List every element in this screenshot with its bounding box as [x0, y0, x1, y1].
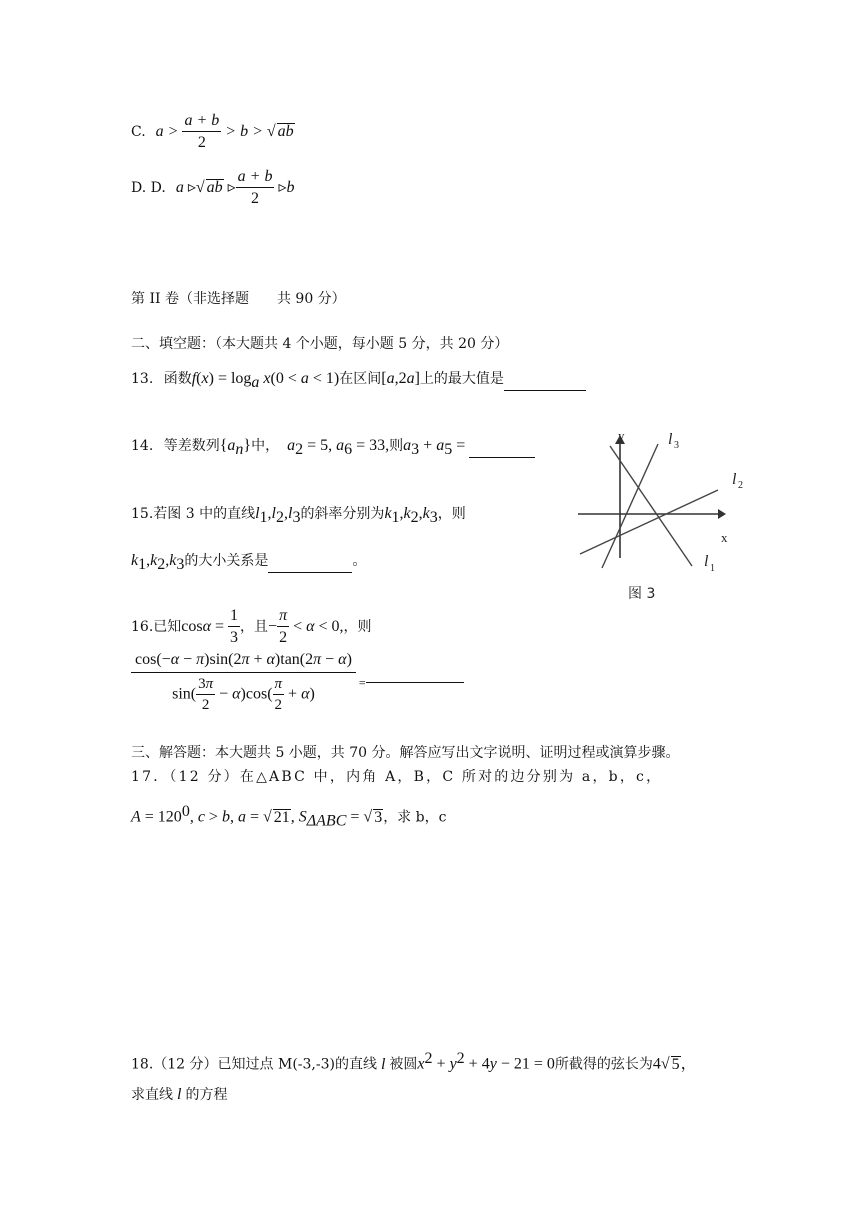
- q15-answer-blank: [268, 572, 352, 573]
- q14-number: 14.: [131, 438, 154, 454]
- q13-pre: 函数: [163, 371, 192, 387]
- question-18: 18.（12 分）已知过点 M(-3,-3)的直线 l 被圆$x^2 + y^2 + 4y - 21 = 0$所截得的弦长为4√ 5，: [131, 1050, 697, 1073]
- option-d-label: D. D.: [131, 180, 166, 196]
- option-d: [131, 169, 294, 207]
- option-c: [131, 113, 295, 151]
- q13-number: 13.: [131, 371, 154, 387]
- section-2-title: 第 II 卷（非选择题 共 90 分）: [131, 291, 346, 307]
- fill-in-heading: 二、填空题：（本大题共 4 个小题，每小题 5 分，共 20 分）: [131, 336, 509, 352]
- label-l2-sub: 2: [738, 480, 743, 491]
- label-y: y: [618, 428, 625, 443]
- q16-expression: cos(−α − π)sin(2π + α)tan(2π − α) sin( $\frac{3\pi}{2}$ − α)cos( $\frac{\pi}{2}$ + α) =: [131, 652, 464, 713]
- q15-mid: 的斜率分别为: [300, 506, 385, 522]
- question-15-line-2: $k_1,k_2,k_3$的大小关系是 。: [131, 552, 367, 573]
- q15-number: 15.: [131, 506, 154, 522]
- section-3-heading: 三、解答题：本大题共 5 小题，共 70 分。解答应写出文字说明、证明过程或演算步骤。: [131, 745, 680, 761]
- label-x: x: [721, 530, 728, 545]
- label-l1: l: [704, 553, 709, 570]
- line-l2: [580, 490, 718, 554]
- question-15: 15.若图 3 中的直线$l_1,l_2,l_3$的斜率分别为$k_1,k_2,k_3$，则: [131, 505, 466, 526]
- q14-mid: 中，: [251, 438, 280, 454]
- question-17-line-1: 17．（12 分）在△ABC 中，内角 A，B，C 所对的边分别为 a，b，c，: [131, 769, 663, 785]
- question-16: 16.已知cosα = $\frac{1}{3}$ ，且− $\frac{\pi}{2}$ < α < 0,，则: [131, 607, 372, 646]
- q15-post: ，则: [437, 506, 466, 522]
- q17-post: ，求 b，c: [383, 809, 447, 826]
- question-18-line-2: 求直线 l 的方程: [131, 1086, 228, 1103]
- q16-pre: 已知: [153, 619, 182, 635]
- figure-3: [568, 418, 748, 608]
- q16-post: ，则: [343, 619, 372, 635]
- q13-mid: 在区间: [339, 371, 382, 387]
- q18-line2-pre: 求直线: [131, 1087, 173, 1103]
- label-l3-sub: 3: [674, 440, 679, 451]
- q15-end: 。: [352, 553, 367, 569]
- question-13: 13. 函数$f(x) = \log_a x(0 < a < 1)$在区间[a,2a]上的最大值是: [131, 371, 586, 391]
- q16-mid: ，且: [240, 619, 269, 635]
- q15-pre: 若图 3 中的直线: [153, 506, 256, 522]
- q13-function: f: [191, 370, 197, 387]
- x-axis-arrow: [718, 509, 726, 519]
- q13-post: 上的最大值是: [419, 371, 504, 387]
- line-l3: [602, 444, 658, 568]
- label-l2: l: [732, 471, 737, 488]
- figure-3-graph: [568, 418, 748, 608]
- option-c-label: C.: [131, 124, 146, 140]
- q14-pre: 等差数列: [163, 438, 220, 454]
- q18-pre: 18.（12 分）已知过点 M(-3,-3)的直线: [131, 1056, 377, 1073]
- line-l1: [610, 446, 692, 566]
- q16-answer-blank: [366, 682, 464, 683]
- q16-number: 16.: [131, 619, 154, 635]
- figure-caption: 图 3: [628, 586, 656, 602]
- question-17-line-2: $A = 120^0$, c > b, a = √ 21, $S_{\Delta ABC}$ = √ 3，求 b，c: [131, 803, 447, 830]
- option-d-formula: a ▹√ ab ▹ $\frac{a + b}{2}$ ▹b: [175, 168, 295, 207]
- option-c-formula: a > $\frac{a + b}{2}$ > b > √ ab: [155, 112, 294, 151]
- question-14: 14. 等差数列$\{a_n\}$中， $a_2 = 5$, $a_6 = 33$,则$a_3 + a_5$ =: [131, 438, 535, 458]
- q18-line2-post: 的方程: [185, 1087, 228, 1103]
- q18-post: 所截得的弦长为: [554, 1056, 653, 1073]
- label-l1-sub: 1: [710, 563, 715, 574]
- label-l3: l: [668, 431, 673, 448]
- q14-post: 则: [389, 438, 404, 454]
- q14-answer-blank: [469, 457, 535, 458]
- q15-line2-post: 的大小关系是: [184, 553, 269, 569]
- q18-mid: 被圆: [389, 1056, 418, 1073]
- q13-answer-blank: [504, 390, 586, 391]
